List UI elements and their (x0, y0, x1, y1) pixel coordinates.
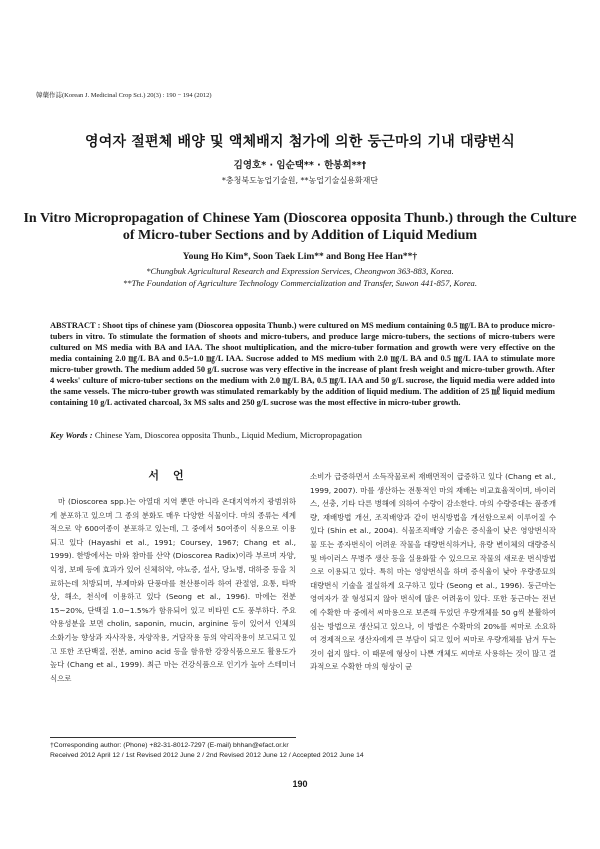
body-left-column: 마 (Dioscorea spp.)는 아열대 지역 뿐만 아니라 온대지역까지 광범위하게 분포하고 있으며 그 종의 분화도 매우 다양한 식물이다. 마의 종류는 세계적으로 약 600여종이 분포하고 있는데, 그 중에서 50여종이 식용으로 이용되고 있다 (Hayashi et al., 1991; Coursey, 1967; Chang et al., 1999). 한방에서는 마와 참마를 산약 (Dioscorea Radix)이라 부르며 자양, 익정, 보폐 등에 효과가 있어 신체허약, 야뇨증, 설사, 당뇨병, 대하증 등을 치료하는데 처방되며, 부제마와 단풍마를 천산룡이라 하여 관절염, 요통, 타박상, 해소, 천식에 이용하고 있다 (Seong et al., 1996). 마에는 전분 15~20%, 단백질 1.0~1.5%가 함유되어 있고 비타민 C도 풍부하다. 주요 약용성분을 보면 cholin, saponin, mucin, arginine 등이 있어서 인체의 소화기능 향상과 자사작용, 자양작용, 거담작용 등의 약리작용이 보고되고 있고 또한 조단백질, 전분, amino acid 등을 함유한 강장식품으로도 활용도가 높다 (Chang et al., 1999). 최근 마는 건강식품으로 인기가 높아 스테미너식으로 (50, 497, 296, 683)
affiliation-1: *Chungbuk Agricultural Research and Expression Services, Cheongwon 363-883, Korea. (146, 266, 454, 276)
english-authors: Young Ho Kim*, Soon Taek Lim** and Bong Hee Han**† (182, 252, 418, 262)
page-number: 190 (292, 779, 308, 789)
affiliation-2: **The Foundation of Agriculture Technology Commercialization and Transfer, Suwon 441-857, Korea. (122, 277, 477, 288)
body-right-column: 소비가 급증하면서 소득작물로써 재배면적이 급증하고 있다 (Chang et al., 1999, 2007). 마를 생산하는 전통적인 마의 재배는 비교효율적이며, 바이러스, 선충, 기타 다른 병해에 의하여 수량이 감소한다. 마의 수량증대는 품종개량, 재배방법 개선, 조직배양과 같이 번식방법을 개선함으로써 이루어질 수 있다 (Shin et al., 2004). 식물조직배양 기술은 증식율이 낮은 영양번식작물 또는 종자번식이 어려운 작물을 대량번식하거나, 유량 변이체의 대량증식 및 바이러스 무병주 생산 등을 실용화할 수 있으므로 작물의 새로운 번식방법으로 이용되고 있다. 특히 마는 영양번식을 하며 증식율이 낮아 우량종묘의 대량번식 기술을 절실하게 요구하고 있다 (Seong et al., 1996). 둥근마는 영여자가 잘 형성되지 않아 번식에 많은 어려움이 있다. 또한 둥근마는 전년에 수확한 마 중에서 씨마용으로 보존해 두었던 우량개체를 50 g씩 분활하여 심는 방법으로 생산되고 있으나, 이 방법은 수확마의 20%를 씨마로 소요하여 경제적으로 생산자에게 큰 부담이 되고 있어 씨마로 우량개체를 남겨 두는 것이 쉽지 않다. 이 때문에 형상이 나쁜 개체도 씨마로 사용하는 것이 많고 결과적으로 수확한 마의 형상이 균 (310, 472, 556, 672)
keywords-text: Chinese Yam, Dioscorea opposita Thunb., Liquid Medium, Micropropagation (94, 430, 362, 440)
korean-authors: 김영호* · 임순택** · 한봉희**† (233, 160, 367, 171)
korean-affiliations: *충청북도농업기술원, **농업기술실용화재단 (221, 176, 379, 185)
corresponding-author: †Corresponding author: (Phone) +82-31-8012-7297 (E-mail) bhhan@efact.or.kr (50, 742, 289, 749)
english-title: In Vitro Micropropagation of Chinese Yam (Dioscorea opposita Thunb.) through the Culture of Micro-tuber Sections and by Addition of Liquid Medium (23, 211, 577, 243)
footnote-divider (50, 737, 296, 738)
english-affiliations (0, 266, 600, 289)
section-title-introduction: 서언 (148, 469, 198, 482)
abstract: ABSTRACT : Shoot tips of chinese yam (Dioscorea opposita Thunb.) were cultured on MS medium containing 0.5 ㎎/L BA to produce micro-tubers in vitro. To stimulate the formation of shoots and micro-tubers, and produce large micro-tubers, the sections of micro-tubers were cultured on MS media with BA and IAA. The shoot multiplication, and the micro-tuber formation and growth were very effective on the media containing 2.0 ㎎/L BA and 0.5~1.0 ㎎/L IAA. Sucrose added to MS medium with 2.0 ㎎/L BA and 0.5 ㎎/L IAA to stimulate more micro-tuber growth. The medium added 50 g/L sucrose was very effective in the increase of plant fresh weight and micro-tuber growth. After 4 weeks' culture of micro-tuber sections on the medium with 2.0 ㎎/L BA, 0.5 ㎎/L IAA and 50 g/L sucrose, the liquid media were added into the same vessels. The micro-tuber growth was stimulated remarkably by the addition of liquid medium. The addition of 25 ㎖ liquid medium containing 10 g/L activated charcoal, 3x MS salts and 250 g/L sucrose was the most effective in micro-tuber growth. (50, 321, 555, 407)
korean-title: 영여자 절편체 배양 및 액체배지 첨가에 의한 둥근마의 기내 대량번식 (85, 134, 515, 150)
journal-citation: 韓藥作誌(Korean J. Medicinal Crop Sci.) 20(3) : 190 − 194 (2012) (36, 92, 212, 99)
keywords (50, 430, 555, 440)
footnote (50, 741, 570, 761)
received-dates: Received 2012 April 12 / 1st Revised 2012 June 2 / 2nd Revised 2012 June 12 / Accepted 2012 June 14 (50, 752, 364, 759)
keywords-label: Key Words : (50, 430, 93, 440)
